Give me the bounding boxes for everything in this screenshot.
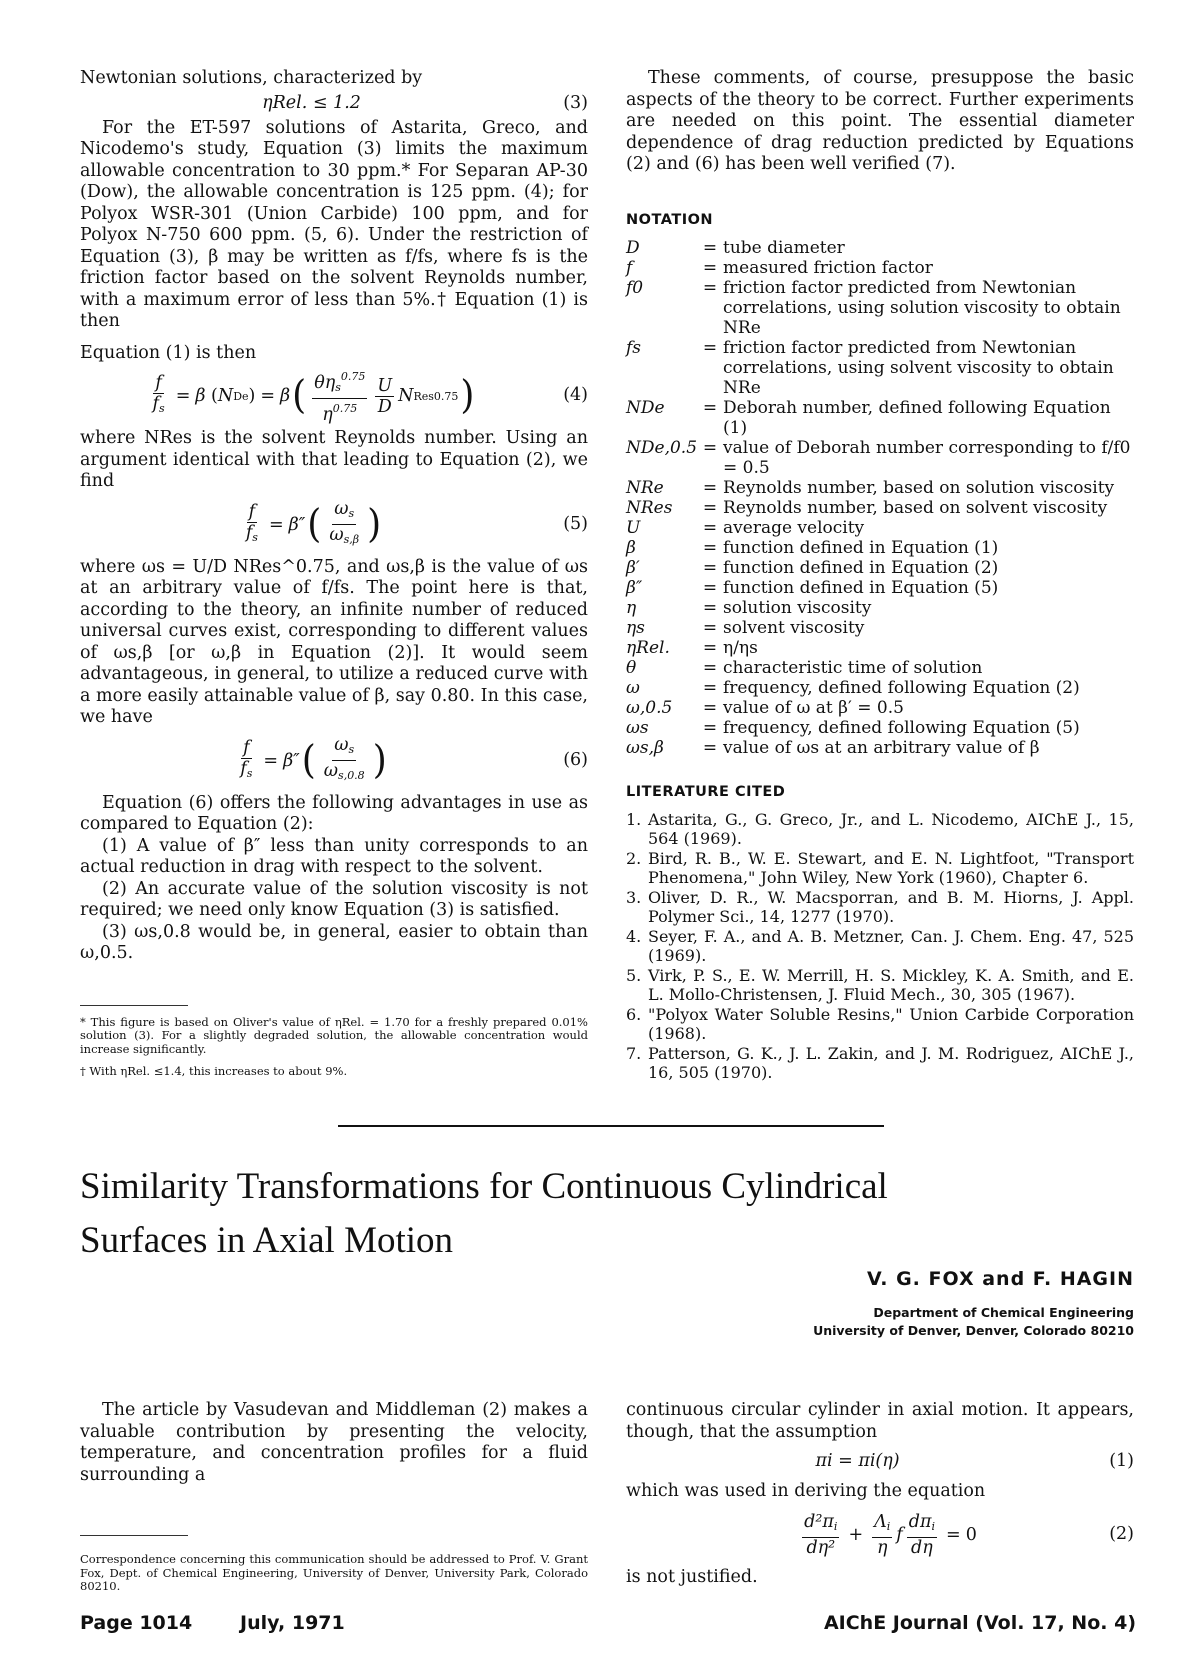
reference-text: "Polyox Water Soluble Resins," Union Carbide Corporation (1968). (648, 1004, 1134, 1043)
reference-item (626, 1044, 1134, 1083)
notation-symbol: ηs (626, 617, 645, 638)
article-right-column (626, 1400, 1134, 1588)
notation-definition: function defined in Equation (5) (723, 577, 999, 598)
notation-definition: average velocity (723, 517, 865, 538)
notation-row (626, 738, 1134, 758)
equals-sign: = (702, 657, 718, 678)
correspondence-note: Correspondence concerning this communication should be addressed to Prof. V. Grant Fox, Dept. of Chemical Engineering, University of Denver, University Park, Colorado 80210. (80, 1552, 588, 1593)
equals-sign: = (702, 717, 718, 738)
equation-number: (3) (563, 92, 588, 113)
reference-number: 3. (626, 887, 642, 907)
reference-item (626, 1005, 1134, 1044)
reference-number: 1. (626, 809, 642, 829)
notation-heading: NOTATION (626, 211, 714, 228)
equals-sign: = (702, 617, 718, 638)
affiliation-university: University of Denver, Denver, Colorado 80210 (813, 1323, 1134, 1338)
equals-sign: = (702, 337, 718, 358)
notation-row (626, 478, 1134, 498)
notation-symbol: f0 (626, 277, 644, 298)
notation-row (626, 538, 1134, 558)
left-column (80, 68, 588, 1088)
equals-sign: = (702, 677, 718, 698)
equation-body: $\frac{d^2\pi_i}{\text{dη²}}$ + $\frac{\Lambda_i}{\eta}$ f $\frac{d\pi_i}{d\eta}$ = 0 (804, 1511, 977, 1558)
article-left-column (80, 1400, 588, 1486)
notation-definition: function defined in Equation (2) (723, 557, 999, 578)
notation-definition: function defined in Equation (1) (723, 537, 999, 558)
notation-definition: value of Deborah number corresponding to f/f0 = 0.5 (723, 437, 1131, 478)
notation-symbol: D (626, 237, 640, 258)
notation-symbol: ω (626, 677, 640, 698)
paragraph: Equation (1) is then (80, 342, 257, 363)
affiliation-department: Department of Chemical Engineering (873, 1305, 1134, 1320)
article-title (80, 1160, 1140, 1268)
notation-definition: Reynolds number, based on solvent viscosity (723, 497, 1108, 518)
paragraph: The article by Vasudevan and Middleman (2) makes a valuable contribution by presenting the velocity, temperature, and concentration profiles for a fluid surrounding a (80, 1400, 588, 1485)
article-equation-1 (626, 1451, 1134, 1473)
notation-definition: frequency, defined following Equation (5) (723, 717, 1080, 738)
equals-sign: = (702, 557, 718, 578)
equals-sign: = (702, 237, 718, 258)
equation-number: (2) (1109, 1523, 1134, 1544)
affiliation (813, 1304, 1134, 1340)
notation-definition: frequency, defined following Equation (2) (723, 677, 1080, 698)
notation-row (626, 278, 1134, 338)
reference-text: Bird, R. B., W. E. Stewart, and E. N. Lightfoot, "Transport Phenomena," John Wiley, New York (1960), Chapter 6. (648, 848, 1134, 887)
notation-definition: measured friction factor (723, 257, 933, 278)
notation-row (626, 618, 1134, 638)
paragraph: (1) A value of β″ less than unity corresponds to an actual reduction in drag with respect to the solvent. (80, 835, 588, 877)
notation-definition: friction factor predicted from Newtonian correlations, using solution viscosity to obtain NRe (723, 277, 1121, 338)
reference-number: 5. (626, 965, 642, 985)
paragraph: where ωs = U/D NRes^0.75, and ωs,β is the value of ωs at an arbitrary value of f/fs. The point here is that, according to the theory, an infinite number of reduced universal curves exist, corresponding to different values of ωs,β [or ω,β in Equation (2)]. It would seem advantageous, in general, to utilize a reduced curve with a more easily attainable value of β, say 0.80. In this case, we have (80, 556, 588, 727)
notation-definition: friction factor predicted from Newtonian correlations, using solvent viscosity to obtain NRe (723, 337, 1114, 398)
reference-number: 4. (626, 926, 642, 946)
equals-sign: = (702, 517, 718, 538)
notation-symbol: NRe (626, 477, 664, 498)
article-separator (338, 1125, 884, 1127)
notation-symbol: NRes (626, 497, 673, 518)
notation-symbol: ωs,β (626, 737, 664, 758)
equation-6 (80, 733, 588, 789)
equals-sign: = (702, 497, 718, 518)
notation-row (626, 238, 1134, 258)
equation-body: $\frac{f}{f_s}$ = β″ ( $\frac{\omega_s}{\omega_{s,\beta}}$ ) (245, 499, 382, 547)
reference-item (626, 966, 1134, 1005)
paragraph: (2) An accurate value of the solution viscosity is not required; we need only know Equation (3) is satisfied. (80, 878, 588, 920)
footnote-rule (80, 1005, 188, 1006)
equation-number: (1) (1109, 1451, 1134, 1471)
equals-sign: = (702, 477, 718, 498)
article-equation-2 (626, 1507, 1134, 1563)
notation-symbol: ωs (626, 717, 649, 738)
reference-number: 6. (626, 1004, 642, 1024)
equals-sign: = (702, 397, 718, 418)
notation-row (626, 678, 1134, 698)
notation-definition: solvent viscosity (723, 617, 865, 638)
equation-number: (5) (563, 513, 588, 534)
notation-row (626, 518, 1134, 538)
notation-symbol: U (626, 517, 641, 538)
notation-row (626, 578, 1134, 598)
title-line: Similarity Transformations for Continuous Cylindrical (80, 1166, 888, 1207)
notation-definition: Deborah number, defined following Equation (1) (723, 397, 1111, 438)
notation-symbol: η (626, 597, 637, 618)
notation-row (626, 718, 1134, 738)
notation-row (626, 438, 1134, 478)
equation-body: ηRel. ≤ 1.2 (262, 92, 361, 113)
notation-symbol: ω,0.5 (626, 697, 673, 718)
notation-row (626, 398, 1134, 438)
reference-item (626, 810, 1134, 849)
issue-date: July, 1971 (240, 1612, 345, 1634)
reference-text: Patterson, G. K., J. L. Zakin, and J. M. Rodriguez, AIChE J., 16, 505 (1970). (648, 1043, 1134, 1082)
notation-definition: value of ω at β′ = 0.5 (723, 697, 904, 718)
paragraph: For the ET-597 solutions of Astarita, Greco, and Nicodemo's study, Equation (3) limits the maximum allowable concentration to 30 ppm.* For Separan AP-30 (Dow), the allowable concentration is 125 ppm. (4); for Polyox WSR-301 (Union Carbide) 100 ppm, and for Polyox N-750 600 ppm. (5, 6). Under the restriction of Equation (3), β may be written as f/fs, where fs is the friction factor based on the solvent Reynolds number, with a maximum error of less than 5%.† Equation (1) is then (80, 117, 588, 331)
paragraph: (3) ωs,0.8 would be, in general, easier to obtain than ω,0.5. (80, 921, 588, 963)
equals-sign: = (702, 697, 718, 718)
notation-row (626, 498, 1134, 518)
equation-5 (80, 497, 588, 553)
footnote-rule (80, 1535, 188, 1536)
equals-sign: = (702, 577, 718, 598)
notation-definition: Reynolds number, based on solution viscosity (723, 477, 1115, 498)
reference-number: 7. (626, 1043, 642, 1063)
equals-sign: = (702, 597, 718, 618)
notation-definition: tube diameter (723, 237, 845, 258)
paragraph: which was used in deriving the equation (626, 1481, 986, 1501)
reference-text: Oliver, D. R., W. Macsporran, and B. M. Hiorns, J. Appl. Polymer Sci., 14, 1277 (1970). (648, 887, 1134, 926)
reference-item (626, 888, 1134, 927)
reference-number: 2. (626, 848, 642, 868)
equation-number: (6) (563, 749, 588, 770)
reference-text: Seyer, F. A., and A. B. Metzner, Can. J. Chem. Eng. 47, 525 (1969). (648, 926, 1134, 965)
reference-item (626, 849, 1134, 888)
notation-row (626, 638, 1134, 658)
paragraph: Equation (6) offers the following advantages in use as compared to Equation (2): (80, 792, 588, 834)
equation-3 (80, 93, 588, 115)
paragraph: where NRes is the solvent Reynolds number. Using an argument identical with that leading to Equation (2), we find (80, 428, 588, 491)
equation-body: $\frac{f}{f_s}$ = β″ ( $\frac{\omega_s}{\omega_{s,0.8}}$ ) (240, 735, 387, 783)
reference-text: Astarita, G., G. Greco, Jr., and L. Nicodemo, AIChE J., 15, 564 (1969). (648, 809, 1134, 848)
reference-item (626, 927, 1134, 966)
footnote: * This figure is based on Oliver's value of ηRel. = 1.70 for a freshly prepared 0.01% solution (3). For a slightly degraded solution, the allowable concentration would increase significantly. (80, 1014, 588, 1056)
paragraph: continuous circular cylinder in axial motion. It appears, though, that the assumption (626, 1400, 1134, 1442)
notation-symbol: NDe (626, 397, 665, 418)
page-number: Page 1014 (80, 1612, 193, 1634)
footnote: † With ηRel. ≤1.4, this increases to about 9%. (80, 1064, 348, 1078)
right-column (626, 68, 1134, 1083)
notation-definition: η/ηs (723, 637, 758, 658)
notation-definition: characteristic time of solution (723, 657, 983, 678)
equation-body: πi = πi(η) (815, 1451, 900, 1471)
notation-symbol: f (626, 257, 633, 278)
equation-number: (4) (563, 385, 588, 405)
authors: V. G. FOX and F. HAGIN (867, 1268, 1134, 1290)
journal-info: AIChE Journal (Vol. 17, No. 4) (823, 1612, 1136, 1634)
literature-heading: LITERATURE CITED (626, 783, 786, 800)
notation-table (626, 238, 1134, 758)
notation-symbol: fs (626, 337, 642, 358)
notation-symbol: θ (626, 657, 637, 678)
notation-symbol: ηRel. (626, 637, 670, 658)
paragraph: is not justified. (626, 1566, 758, 1587)
equals-sign: = (702, 537, 718, 558)
notation-symbol: NDe,0.5 (626, 437, 698, 458)
notation-definition: solution viscosity (723, 597, 872, 618)
notation-row (626, 598, 1134, 618)
equals-sign: = (702, 637, 718, 658)
notation-row (626, 698, 1134, 718)
notation-symbol: β′ (626, 557, 640, 578)
equals-sign: = (702, 277, 718, 298)
equals-sign: = (702, 257, 718, 278)
equation-4 (80, 368, 588, 424)
notation-row (626, 658, 1134, 678)
title-line: Surfaces in Axial Motion (80, 1220, 454, 1261)
notation-definition: value of ωs at an arbitrary value of β (723, 737, 1040, 758)
notation-row (626, 258, 1134, 278)
equals-sign: = (702, 437, 718, 458)
notation-row (626, 558, 1134, 578)
reference-list (626, 810, 1134, 1083)
equation-body: $\frac{f}{f_s}$ = β ( N De ) = β ( $\frac{\theta\eta_s^{0.75}}{\eta^{0.75}}$ $\frac{U}{D}$ N Res 0.75 ) (80, 368, 543, 424)
notation-row (626, 338, 1134, 398)
notation-symbol: β (626, 537, 636, 558)
notation-symbol: β″ (626, 577, 643, 598)
paragraph: Newtonian solutions, characterized by (80, 68, 423, 88)
paragraph: These comments, of course, presuppose the basic aspects of the theory to be correct. Further experiments are needed on this point. The essential diameter dependence of drag reduction predicted by Equations (2) and (6) has been well verified (7). (626, 68, 1134, 174)
reference-text: Virk, P. S., E. W. Merrill, H. S. Mickley, K. A. Smith, and E. L. Mollo-Christensen, J. Fluid Mech., 30, 305 (1967). (648, 965, 1134, 1004)
equals-sign: = (702, 737, 718, 758)
